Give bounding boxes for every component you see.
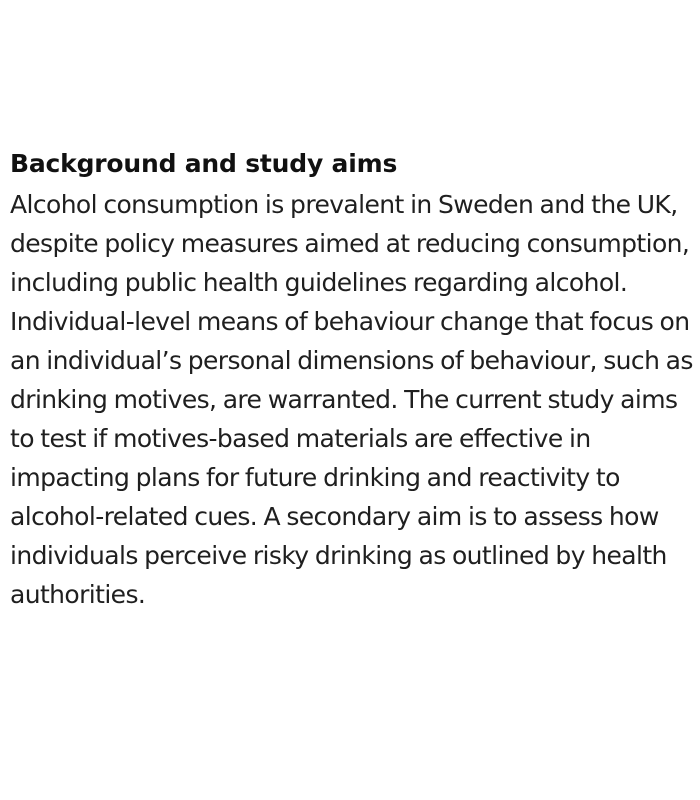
section-paragraph: Alcohol consumption is prevalent in Sweden and the UK, despite policy measures aimed at reducing consumption, including public health guidelines regarding alcohol. Individual-level means of behaviour change that focus on an individual’s personal dimensions of behaviour, such as drinking motives, are warranted. The current study aims to test if motives-based materials are effective in impacting plans for future drinking and reactivity to alcohol-related cues. A secondary aim is to assess how individuals perceive risky drinking as outlined by health authorities. <box>10 190 693 609</box>
section-heading: Background and study aims <box>10 149 398 178</box>
abstract-section <box>10 147 694 614</box>
